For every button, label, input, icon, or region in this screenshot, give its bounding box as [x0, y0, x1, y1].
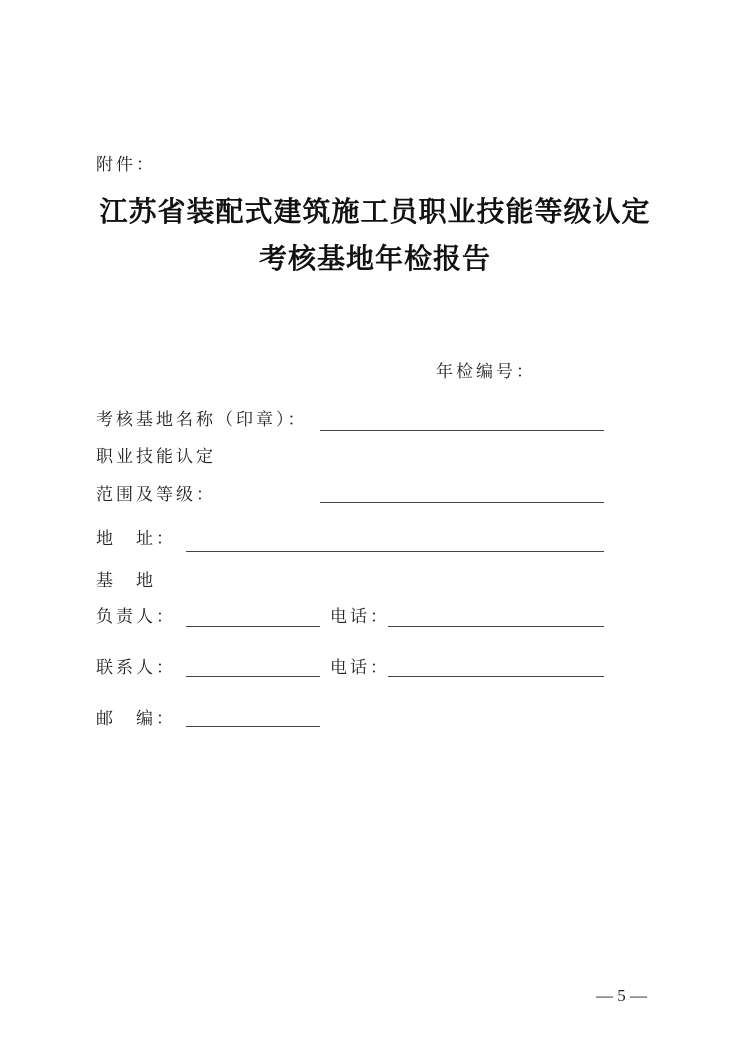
attachment-label: 附件： [96, 155, 156, 175]
contact-phone-label: 电话： [330, 658, 390, 678]
page-number: — 5 — [596, 986, 647, 1005]
contact-person-field[interactable] [186, 676, 320, 677]
contact-person-label: 联系人： [96, 658, 176, 678]
postal-code-label: 邮 编： [96, 709, 176, 729]
responsible-phone-label: 电话： [330, 607, 390, 627]
postal-code-field[interactable] [186, 726, 320, 727]
scope-label-line2: 范围及等级： [96, 485, 216, 505]
base-name-field[interactable] [320, 430, 604, 431]
responsible-phone-field[interactable] [388, 626, 604, 627]
base-name-label: 考核基地名称（印章）： [96, 410, 308, 430]
base-label: 基 地 [96, 571, 156, 591]
annual-inspection-number-label: 年检编号： [436, 362, 536, 382]
responsible-person-label: 负责人： [96, 607, 176, 627]
address-label: 地 址： [96, 529, 176, 549]
document-title-line1: 江苏省装配式建筑施工员职业技能等级认定 [99, 195, 651, 228]
scope-field[interactable] [320, 502, 604, 503]
document-title-line2: 考核基地年检报告 [258, 242, 491, 275]
address-field[interactable] [186, 551, 604, 552]
contact-phone-field[interactable] [388, 676, 604, 677]
responsible-person-field[interactable] [186, 626, 320, 627]
scope-label-line1: 职业技能认定 [96, 447, 216, 467]
